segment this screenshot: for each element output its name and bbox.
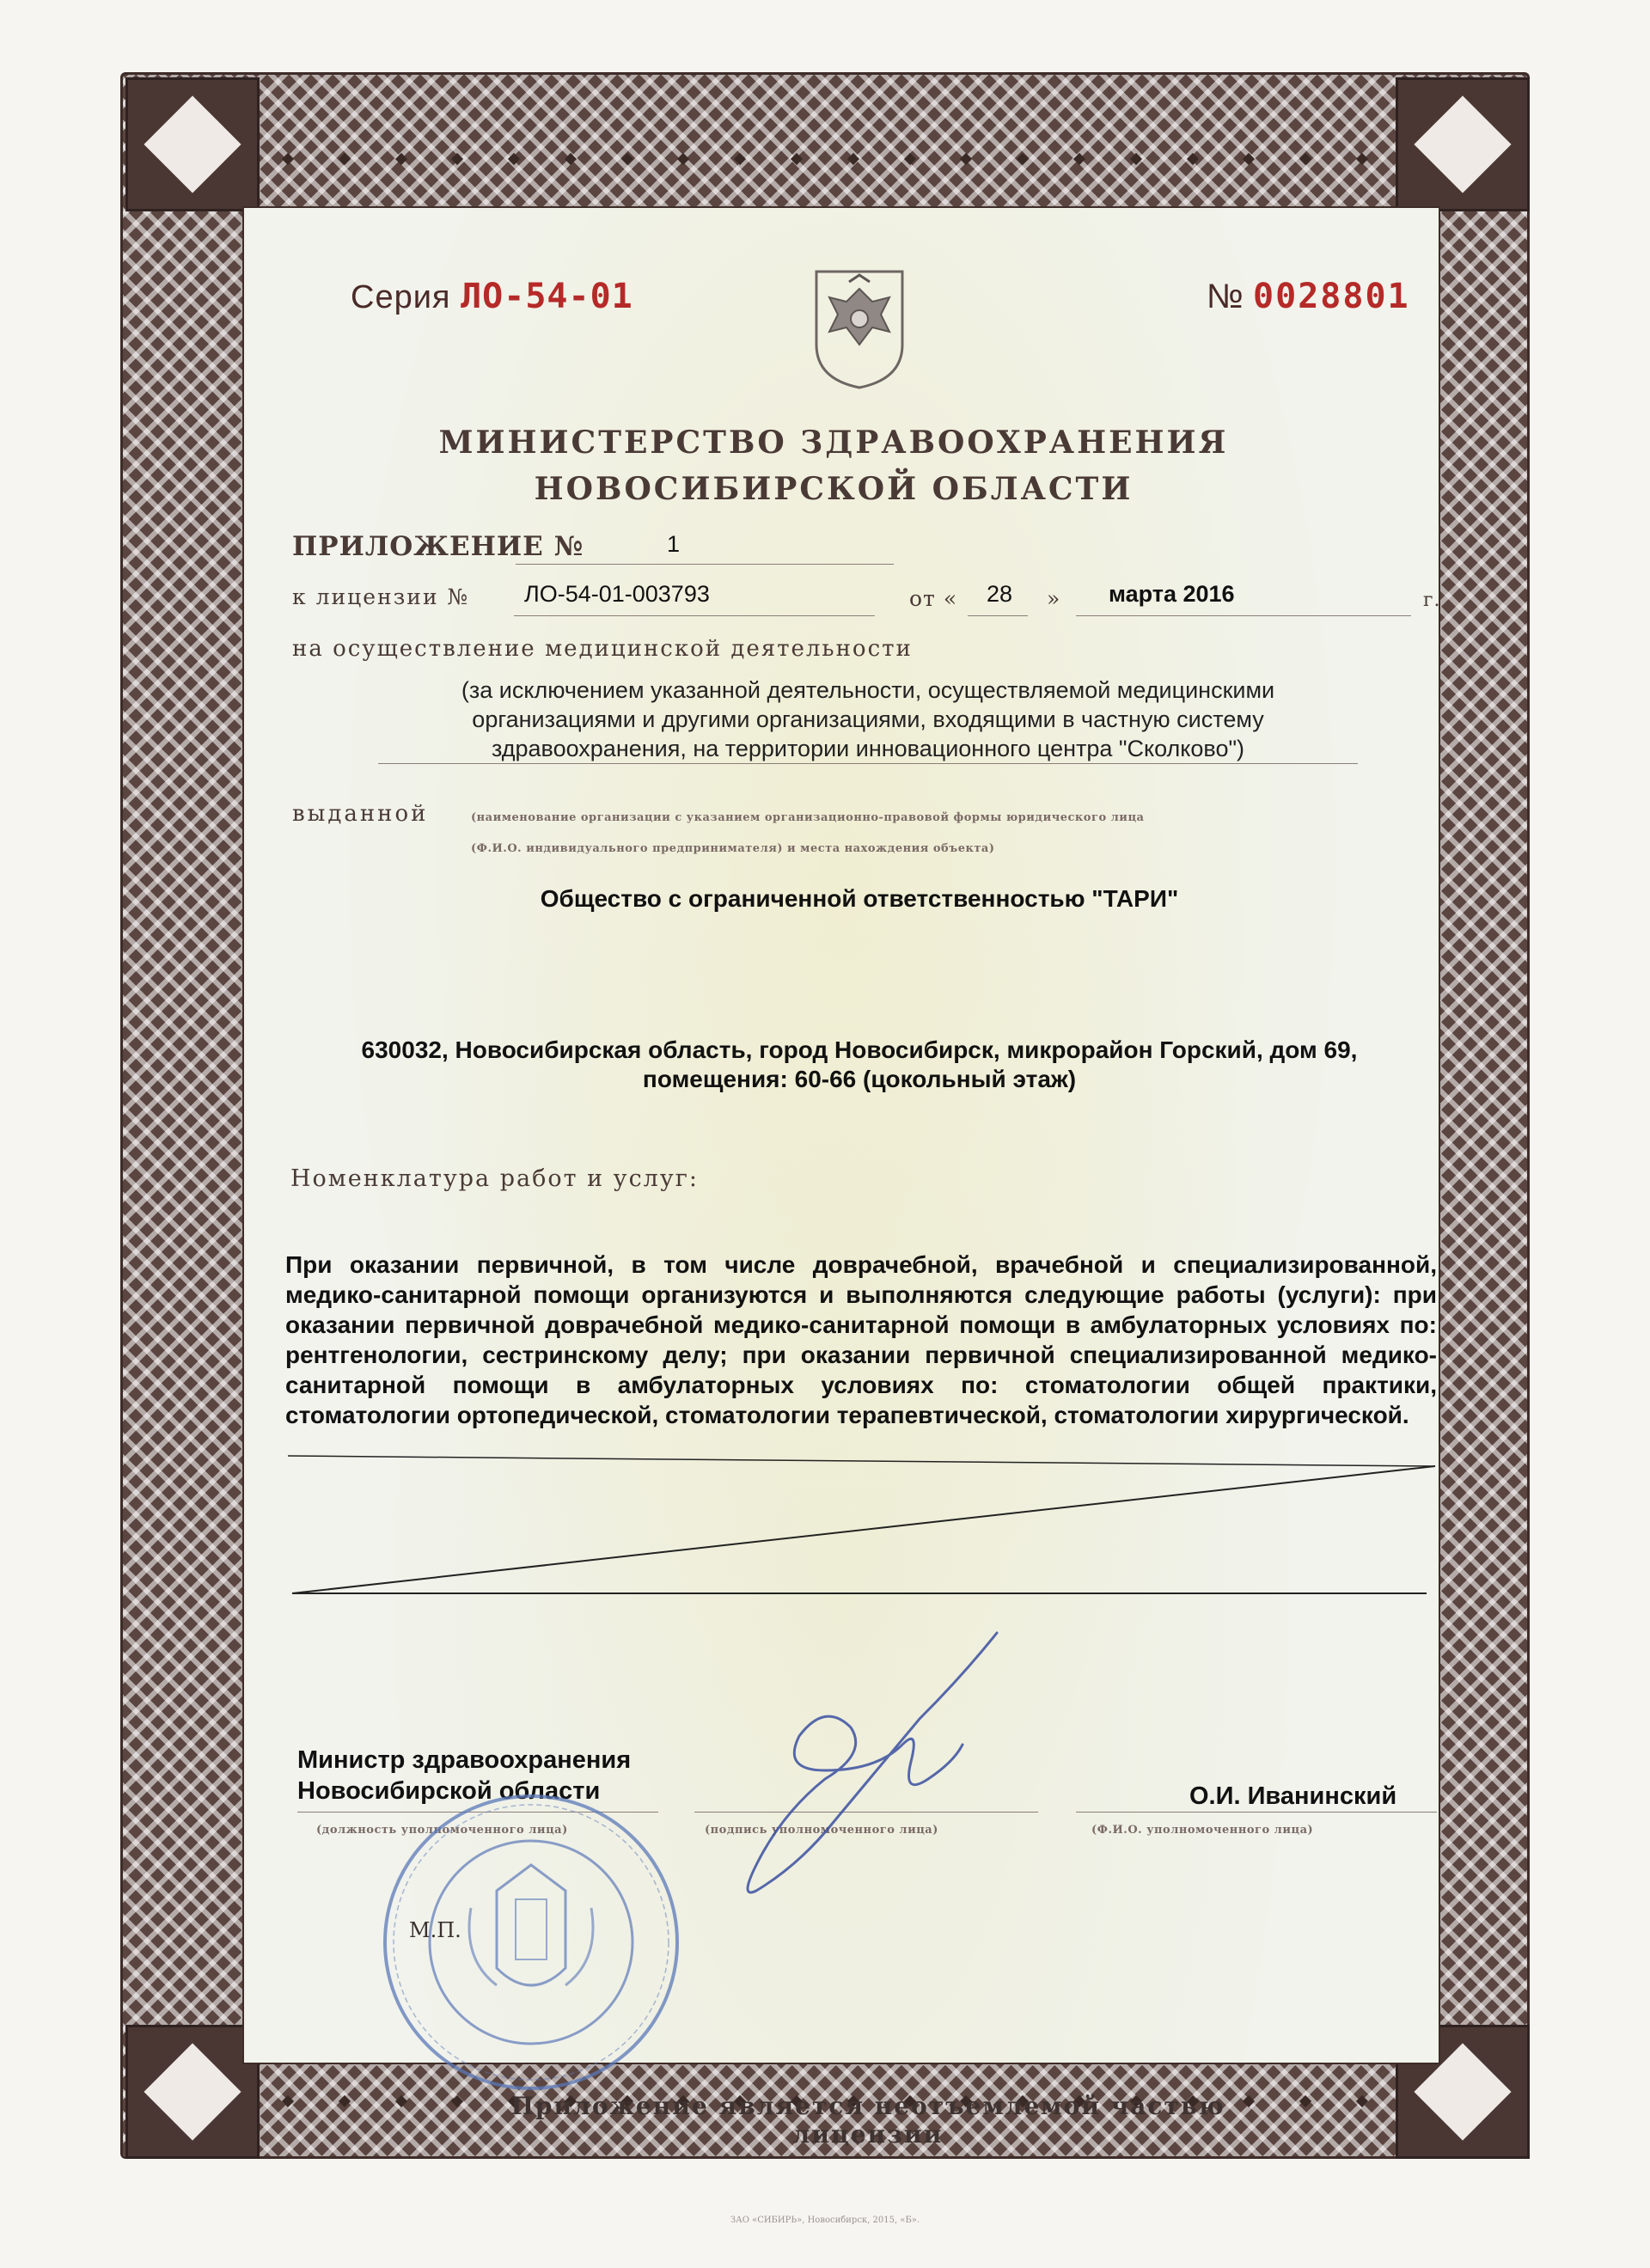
activity-note-line1: (за исключением указанной деятельности, осуществляемой медицинскими [461,677,1275,703]
corner-ornament-top-left [125,77,260,211]
issued-label: выданной [292,801,429,827]
activity-label: на осуществление медицинской деятельности [292,636,913,662]
official-seal-stamp [376,1788,686,2097]
ministry-title-line2: НОВОСИБИРСКОЙ ОБЛАСТИ [534,471,1134,507]
integral-part-note: Приложение является неотъемлемой частью лицензии [510,2092,1225,2149]
organization-address-line2: помещения: 60-66 (цокольный этаж) [642,1066,1077,1092]
signatory-position-line2: Новосибирской области [297,1777,601,1805]
license-year-suffix: г. [1423,590,1441,611]
ministry-title [361,419,1306,512]
corner-ornament-top-right [1396,77,1530,211]
signatory-name: О.И. Иванинский [1189,1782,1397,1810]
name-hint: (Ф.И.О. уполномоченного лица) [1091,1824,1314,1837]
series-value: ЛО-54-01 [461,277,633,316]
activity-exclusion-note [361,676,1375,763]
license-number: ЛО-54-01-003793 [524,581,710,607]
ministry-title-line1: МИНИСТЕРСТВО ЗДРАВООХРАНЕНИЯ [438,425,1229,461]
license-date-day: 28 [987,581,1013,607]
handwritten-signature [705,1624,1014,1916]
corner-ornament-bottom-left [125,2025,260,2159]
issued-hint-line2: (Ф.И.О. индивидуального предпринимателя) и места нахождения объекта) [471,842,995,855]
printer-imprint: ЗАО «СИБИРЬ», Новосибирск, 2015, «Б». [730,2216,920,2225]
license-date-month-year: марта 2016 [1109,581,1235,607]
license-date-from-label: от « [909,586,958,611]
license-label: к лицензии № [292,584,470,609]
form-number-line [1207,277,1410,316]
organization-name: Общество с ограниченной ответственностью "ТАРИ" [540,885,1179,912]
appendix-value: 1 [667,531,681,557]
coat-of-arms-icon [808,263,911,392]
issued-hint-line1: (наименование организации с указанием организационно-правовой формы юридического лица [471,811,1145,824]
license-date-day-close: » [1047,586,1061,611]
signatory-position-line1: Министр здравоохранения [297,1746,632,1774]
organization-address-line1: 630032, Новосибирская область, город Новосибирск, микрорайон Горский, дом 69, [361,1036,1358,1063]
series-label: Серия [351,279,451,315]
number-label: № [1207,278,1244,315]
appendix-label: ПРИЛОЖЕНИЕ № [292,531,584,562]
seal-placeholder-label: М.П. [409,1918,461,1942]
nomenclature-services-text: При оказании первичной, в том числе доврачебной, врачебной и специализированной, медико-санитарной помощи организуются и выполняются следующие работы (услуги): при оказании первичной доврачебной медико-санитарной помощи в амбулаторных условиях по: рентгенологии, сестринскому делу; при оказании первичной специализированной медико-санитарной помощи в амбулаторных условиях по: стоматологии общей практики, стоматологии ортопедической, стоматологии терапевтической, стоматологии хирургической. [285,1251,1437,1428]
nomenclature-label: Номенклатура работ и услуг: [290,1165,699,1192]
series-line [351,277,633,316]
form-number-value: 0028801 [1253,277,1410,316]
border-diamonds-top [284,155,1366,163]
blank-space-cancel-lines [284,1452,1452,1607]
activity-note-line2: организациями и другими организациями, входящими в частную систему [472,706,1264,732]
activity-note-line3: здравоохранения, на территории инновационного центра "Сколково") [491,736,1245,761]
signature-hint: (подпись уполномоченного лица) [705,1824,938,1837]
position-hint: (должность уполномоченного лица) [316,1824,568,1837]
